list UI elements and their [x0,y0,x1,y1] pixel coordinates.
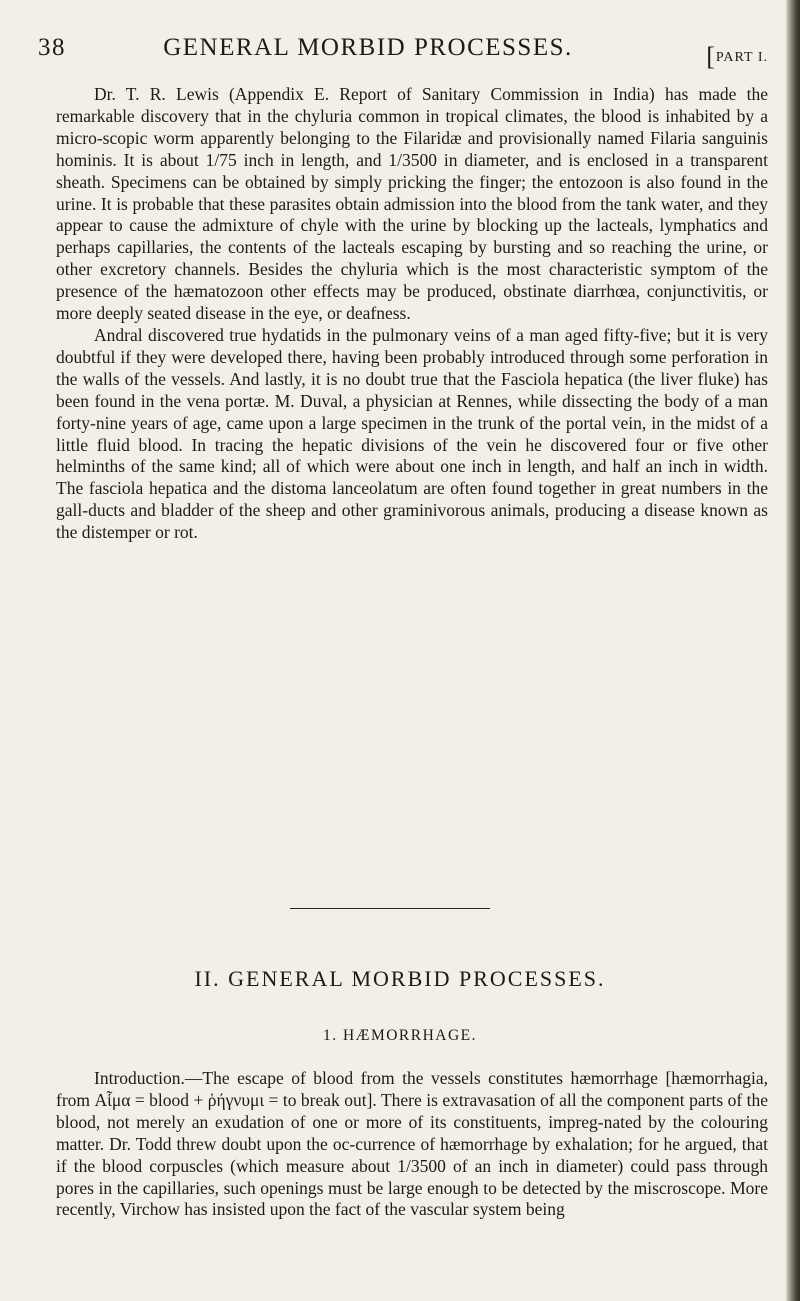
subsection-title: 1. HÆMORRHAGE. [322,1027,478,1044]
part-label: [PART I. [706,42,768,71]
running-header [38,34,768,71]
part-label-text: PART I. [715,50,768,65]
body-text-upper [56,84,768,544]
page-edge-shadow [786,0,800,1301]
running-title: GENERAL MORBID PROCESSES. [163,34,573,61]
paragraph-lewis: Dr. T. R. Lewis (Appendix E. Report of Sanitary Commission in India) has made the remarkable discovery that in the chyluria common in tropical climates, the blood is inhabited by a micro-scopic worm apparently belonging to the Filaridæ and provisionally named Filaria sanguinis hominis. It is about 1/75 inch in length, and 1/3500 in diameter, and is enclosed in a transparent sheath. Specimens can be obtained by simply pricking the finger; the entozoon is also found in the urine. It is probable that these parasites obtain admission into the blood from the tank water, and they appear to cause the admixture of chyle with the urine by blocking up the lacteals, lymphatics and perhaps capillaries, the contents of the lacteals escaping by bursting and so reaching the urine, or other excretory channels. Besides the chyluria which is the most characteristic symptom of the presence of the hæmatozoon other effects may be produced, obstinate diarrhœa, conjunctivitis, or more deeply seated disease in the eye, or deafness. [56,84,768,324]
page-number: 38 [38,34,66,61]
paragraph-andral: Andral discovered true hydatids in the pulmonary veins of a man aged fifty-five; but it is very doubtful if they were developed there, having been probably introduced through some perforation in the walls of the vessels. And lastly, it is no doubt true that the Fasciola hepatica (the liver fluke) has been found in the vena portæ. M. Duval, a physician at Rennes, while dissecting the body of a man forty-nine years of age, came upon a large specimen in the trunk of the portal vein, in the midst of a little fluid blood. In tracing the hepatic divisions of the vein he discovered four or five other helminths of the same kind; all of which were about one inch in length, and half an inch in width. The fasciola hepatica and the distoma lanceolatum are often found together in great numbers in the gall-ducts and bladder of the sheep and other graminivorous animals, producing a disease known as the distemper or rot. [56,324,768,543]
section-divider [290,908,490,909]
paragraph-introduction: Introduction.—The escape of blood from the vessels constitutes hæmorrhage [hæmorrhagia, from Αἷμα = blood + ῥήγνυμι = to break out]. There is extravasation of all the component parts of the blood, not merely an exudation of one or more of its constituents, impreg-nated by the colouring matter. Dr. Todd threw doubt upon the oc-currence of hæmorrhage by exhalation; for he argued, that if the blood corpuscles (which measure about 1/3500 of an inch in diameter) could pass through pores in the capillaries, such openings must be large enough to be detected by the miscroscope. More recently, Virchow has insisted upon the fact of the vascular system being [56,1068,768,1220]
section-title: II. GENERAL MORBID PROCESSES. [194,966,606,991]
body-text-lower [56,1068,768,1221]
